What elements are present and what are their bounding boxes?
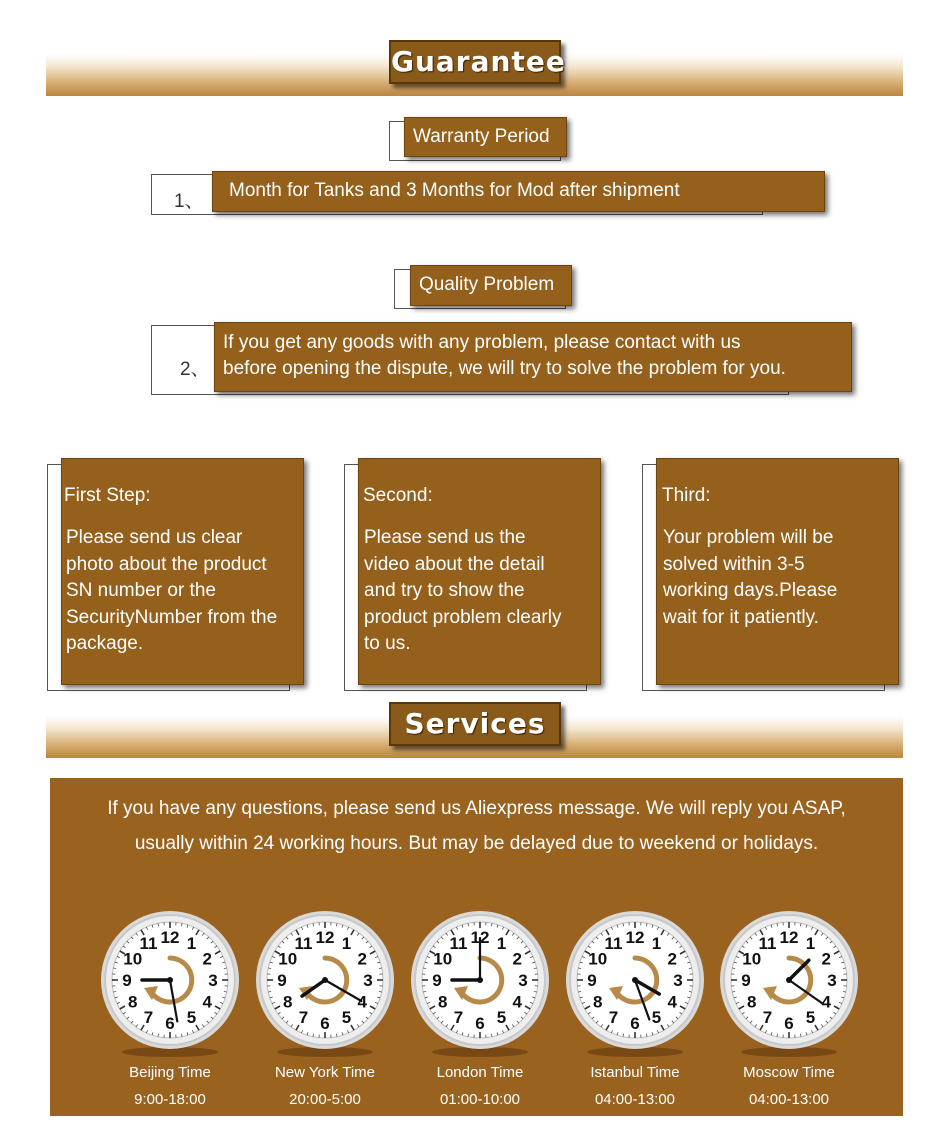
svg-text:11: 11 (139, 933, 158, 953)
svg-text:11: 11 (449, 933, 468, 953)
svg-text:8: 8 (593, 992, 603, 1012)
svg-text:3: 3 (208, 971, 218, 990)
clock-icon (565, 910, 705, 1060)
svg-text:3: 3 (673, 971, 683, 990)
step3-heading: Third: (662, 485, 711, 506)
svg-text:8: 8 (747, 992, 757, 1012)
svg-text:3: 3 (518, 971, 528, 990)
clock-hours-label: 9:00-18:00 (134, 1091, 206, 1108)
svg-text:8: 8 (128, 992, 138, 1012)
quality-text-line2: before opening the dispute, we will try to solve the problem for you. (223, 358, 786, 379)
clock-hours-label: 20:00-5:00 (289, 1091, 361, 1108)
svg-text:6: 6 (165, 1014, 175, 1033)
svg-text:12: 12 (779, 928, 799, 947)
svg-text:4: 4 (667, 992, 677, 1012)
svg-text:2: 2 (202, 949, 212, 969)
step1-heading: First Step: (64, 485, 151, 506)
quality-heading: Quality Problem (410, 265, 572, 306)
svg-text:5: 5 (186, 1008, 197, 1028)
svg-text:11: 11 (604, 933, 623, 953)
svg-text:12: 12 (160, 928, 180, 947)
quality-text-box (214, 322, 852, 392)
svg-text:2: 2 (357, 949, 367, 969)
clock-city-label: New York Time (274, 1064, 376, 1081)
svg-text:10: 10 (278, 949, 298, 969)
clock-city-label: Istanbul Time (590, 1064, 680, 1081)
svg-text:7: 7 (143, 1008, 154, 1028)
guarantee-title: Guarantee (389, 40, 561, 84)
clock-icon (410, 910, 550, 1060)
step2-heading: Second: (363, 485, 433, 506)
svg-text:4: 4 (202, 992, 212, 1012)
svg-text:9: 9 (122, 971, 132, 990)
svg-text:6: 6 (475, 1014, 485, 1033)
quality-number: 2、 (180, 359, 210, 380)
svg-text:8: 8 (283, 992, 293, 1012)
warranty-text: Month for Tanks and 3 Months for Mod after shipment (212, 171, 825, 212)
services-title: Services (389, 702, 561, 746)
svg-text:12: 12 (315, 928, 335, 947)
clock-city-label: London Time (436, 1064, 524, 1081)
svg-text:9: 9 (741, 971, 751, 990)
svg-text:10: 10 (433, 949, 453, 969)
services-message-line1: If you have any questions, please send us Aliexpress message. We will reply you ASAP, (107, 798, 846, 819)
svg-text:12: 12 (625, 928, 645, 947)
svg-text:10: 10 (742, 949, 762, 969)
svg-text:9: 9 (587, 971, 597, 990)
step2-body: Please send us the video about the detail and try to show the product problem clearly to us. (364, 527, 562, 654)
svg-text:12: 12 (470, 928, 490, 947)
clock-hours-label: 01:00-10:00 (439, 1091, 521, 1108)
clock-icon (100, 910, 240, 1060)
svg-text:3: 3 (363, 971, 373, 990)
svg-text:9: 9 (432, 971, 442, 990)
warranty-heading: Warranty Period (404, 117, 567, 157)
quality-text-line1: If you get any goods with any problem, please contact with us (223, 332, 741, 353)
svg-text:10: 10 (123, 949, 143, 969)
svg-text:9: 9 (277, 971, 287, 990)
svg-text:7: 7 (453, 1008, 464, 1028)
svg-text:4: 4 (821, 992, 831, 1012)
svg-text:6: 6 (630, 1014, 640, 1033)
svg-text:6: 6 (784, 1014, 794, 1033)
step3-body: Your problem will be solved within 3-5 working days.Please wait for it patiently. (663, 527, 838, 628)
clock-city-label: Moscow Time (743, 1064, 835, 1081)
svg-text:7: 7 (762, 1008, 773, 1028)
svg-text:4: 4 (357, 992, 367, 1012)
svg-text:5: 5 (651, 1008, 662, 1028)
svg-text:1: 1 (186, 933, 197, 953)
svg-text:3: 3 (827, 971, 837, 990)
svg-text:6: 6 (320, 1014, 330, 1033)
services-message-line2: usually within 24 working hours. But may be delayed due to weekend or holidays. (134, 833, 819, 854)
svg-text:5: 5 (341, 1008, 352, 1028)
svg-text:1: 1 (341, 933, 352, 953)
svg-text:5: 5 (496, 1008, 507, 1028)
clock-icon (719, 910, 859, 1060)
step1-body: Please send us clear photo about the product SN number or the SecurityNumber from the package. (66, 527, 278, 654)
warranty-number: 1、 (174, 191, 204, 212)
svg-text:10: 10 (588, 949, 608, 969)
svg-text:1: 1 (496, 933, 507, 953)
svg-text:2: 2 (512, 949, 522, 969)
svg-text:1: 1 (651, 933, 662, 953)
svg-text:2: 2 (821, 949, 831, 969)
svg-text:1: 1 (805, 933, 816, 953)
svg-text:5: 5 (805, 1008, 816, 1028)
clock-hours-label: 04:00-13:00 (748, 1091, 830, 1108)
svg-text:2: 2 (667, 949, 677, 969)
clock-hours-label: 04:00-13:00 (594, 1091, 676, 1108)
svg-text:8: 8 (438, 992, 448, 1012)
clock-icon (255, 910, 395, 1060)
clock-city-label: Beijing Time (129, 1064, 211, 1081)
svg-text:4: 4 (512, 992, 522, 1012)
svg-text:11: 11 (294, 933, 313, 953)
svg-text:7: 7 (298, 1008, 309, 1028)
svg-text:7: 7 (608, 1008, 619, 1028)
svg-text:11: 11 (758, 933, 777, 953)
